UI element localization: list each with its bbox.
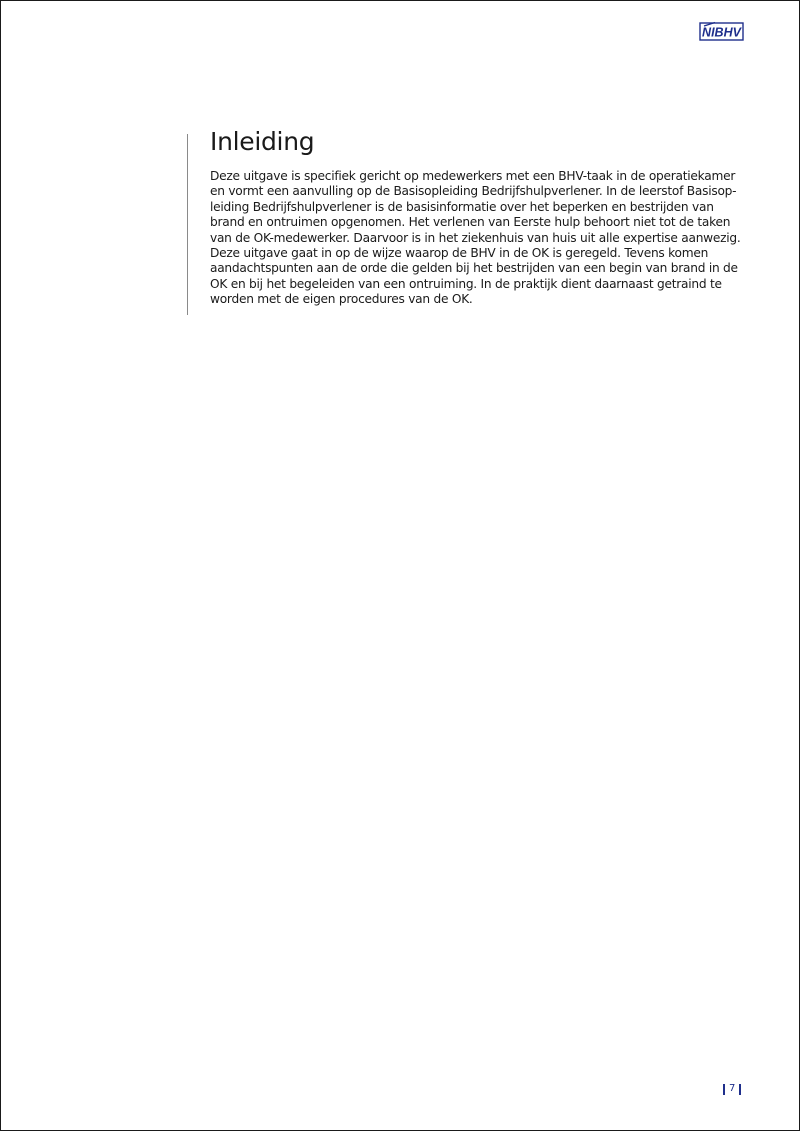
section-title: Inleiding [210, 127, 315, 156]
page-footer [723, 1081, 741, 1097]
footer-bar-right [739, 1084, 741, 1095]
logo-text: NIBHV [702, 25, 741, 40]
footer-bar-left [723, 1084, 725, 1095]
nibhv-logo [699, 20, 744, 42]
section-body-text: Deze uitgave is specifiek gericht op medewerkers met een BHV-taak in de operatiekamer en vormt een aanvulling op de Basisopleiding Bedrijfshulpverlener. In de leerstof Basisop- leiding Bedrijfshulpverlener is de basisinformatie over het beperken en bestrijden van brand en ontruimen opgenomen. Het verlenen van Eerste hulp behoort niet tot de taken van de OK-medewerker. Daarvoor is in het ziekenhuis van huis uit alle expertise aanwezig. Deze uitgave gaat in op de wijze waarop de BHV in de OK is geregeld. Tevens komen aandachtspunten aan de orde die gelden bij het bestrijden van een begin van brand in de OK en bij het begeleiden van een ontruiming. In de praktijk dient daarnaast getraind te worden met de eigen procedures van de OK. [210, 169, 741, 307]
page-number: 7 [729, 1083, 736, 1094]
section-content [210, 123, 750, 308]
section-margin-rule [187, 134, 188, 315]
